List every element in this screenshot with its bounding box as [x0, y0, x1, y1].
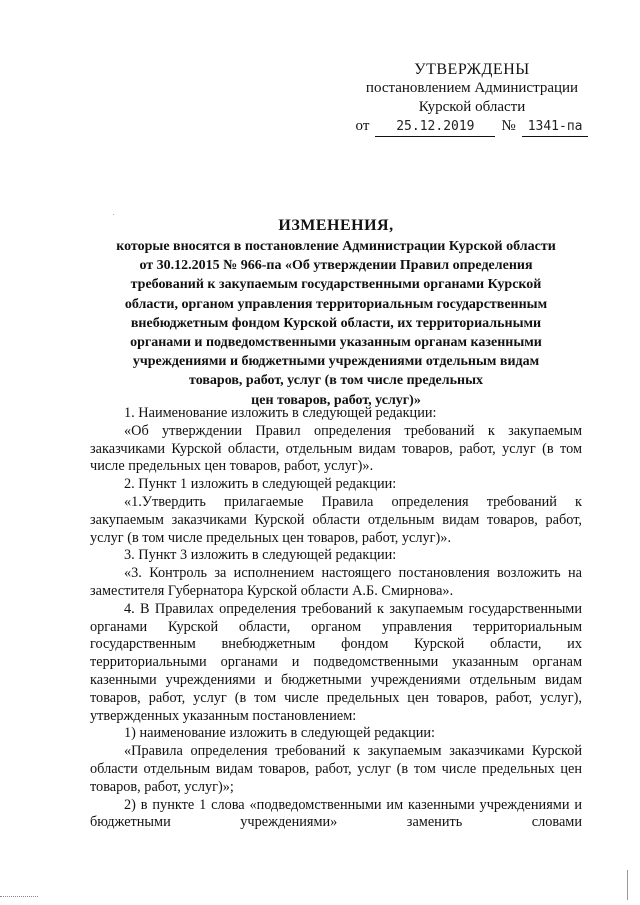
heading-line: которые вносятся в постановление Администрации Курской области	[116, 239, 556, 254]
document-body	[90, 405, 582, 832]
paragraph: 2. Пункт 1 изложить в следующей редакции:	[124, 476, 397, 493]
paragraph: «Об утверждении Правил определения требований к закупаемым заказчиками Курской области, отдельным видам товаров, работ, услуг (в том числе предельных цен товаров, работ, услуг)».	[90, 422, 582, 475]
approval-line-1: постановлением Администрации	[365, 80, 579, 96]
document-heading	[96, 215, 576, 410]
paragraph: 2) в пункте 1 слова «подведомственными им казенными учреждениями и бюджетными учреждениями» заменить словами	[90, 796, 582, 831]
approval-date: 25.12.2019	[375, 117, 495, 137]
heading-line: от 30.12.2015 № 966-па «Об утверждении Правил определения	[139, 258, 533, 274]
approval-line-2: Курской области	[418, 99, 526, 115]
heading-line: требований к закупаемым государственными органами Курской	[130, 277, 542, 293]
number-label: №	[501, 118, 516, 134]
paragraph: «Правила определения требований к закупаемым заказчиками Курской области отдельным видам товаров, работ, услуг (в том числе предельных цен товаров, работ, услуг)»;	[90, 743, 582, 795]
from-label: от	[355, 118, 370, 134]
heading-line: товаров, работ, услуг (в том числе предельных	[189, 373, 483, 389]
scan-edge-mark	[0, 896, 38, 903]
paragraph: «1.Утвердить прилагаемые Правила определения требований к закупаемым заказчиками Курской области отдельным видам товаров, работ, услуг (в том числе предельных цен товаров, работ, услуг)».	[90, 493, 582, 546]
approval-block	[352, 60, 592, 137]
paragraph: 1) наименование изложить в следующей редакции:	[124, 725, 435, 742]
approval-number: 1341-па	[522, 117, 589, 137]
paragraph: 3. Пункт 3 изложить в следующей редакции:	[124, 547, 397, 564]
approval-date-line	[352, 117, 592, 137]
heading-title: ИЗМЕНЕНИЯ,	[278, 217, 394, 234]
paragraph: 1. Наименование изложить в следующей редакции:	[124, 405, 437, 421]
heading-line: области, органом управления территориальным государственным	[124, 296, 548, 312]
heading-line: цен товаров, работ, услуг)»	[251, 392, 421, 408]
approval-title: УТВЕРЖДЕНЫ	[414, 61, 530, 78]
scan-edge-mark	[627, 870, 628, 900]
paragraph: «3. Контроль за исполнением настоящего постановления возложить на заместителя Губернатора Курской области А.Б. Смирнова».	[90, 565, 582, 599]
heading-line: внебюджетным фондом Курской области, их территориальными	[130, 315, 542, 331]
paragraph: 4. В Правилах определения требований к закупаемым государственными органами Курской области, органом управления территориальным государственным внебюджетным фондом Курской области, их территориальными органами и подведомственными указанным органам казенными учреждениями и бюджетными учреждениями отдельным видам товаров, работ, услуг (в том числе предельных цен товаров, работ, услуг), утвержденных указанным постановлением:	[90, 600, 582, 724]
heading-line: учреждениями и бюджетными учреждениями отдельным видам	[132, 354, 540, 370]
heading-line: органами и подведомственными указанным органам казенными	[130, 335, 542, 351]
